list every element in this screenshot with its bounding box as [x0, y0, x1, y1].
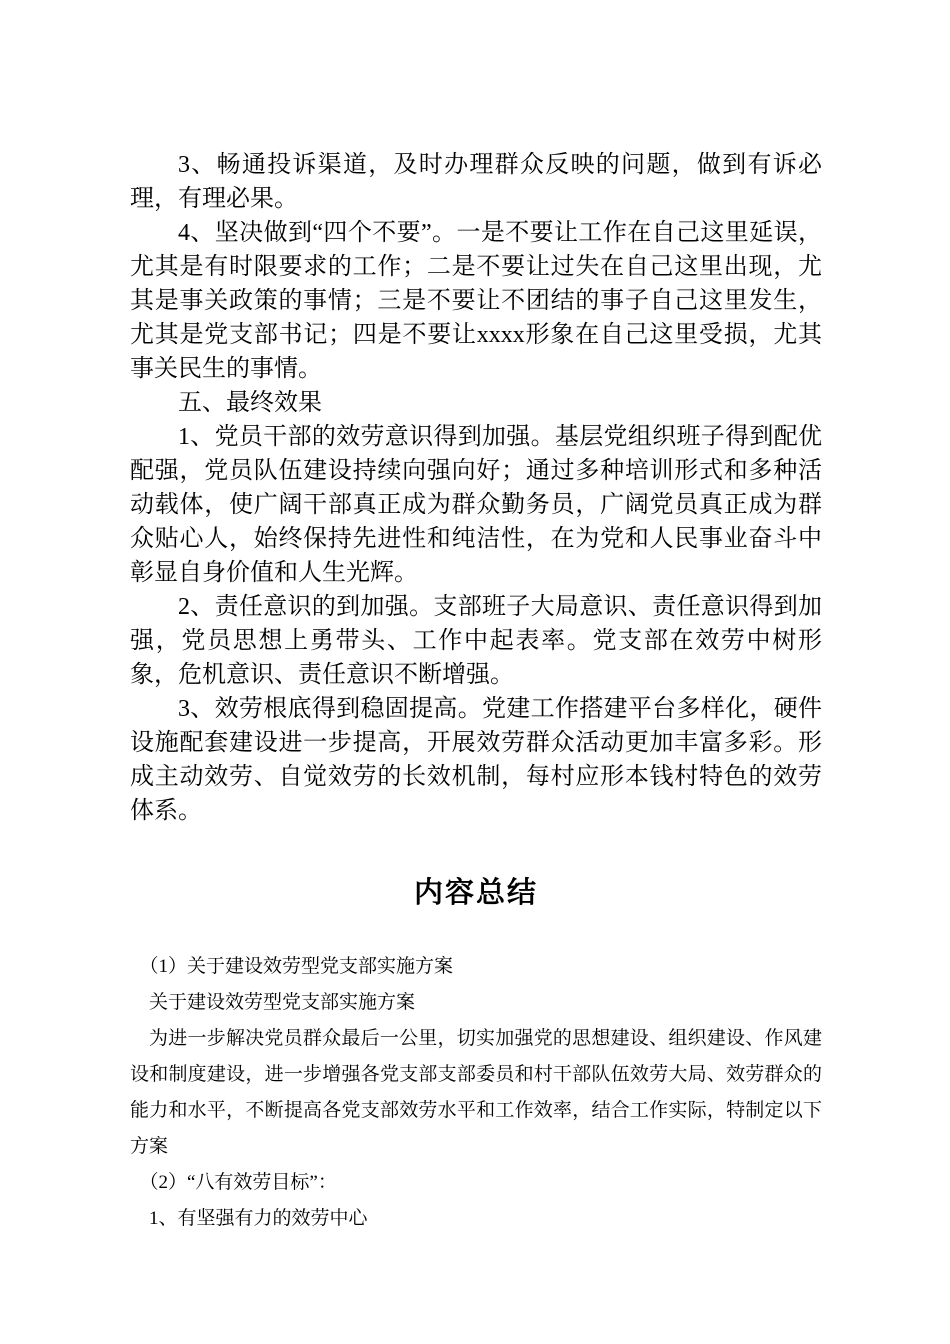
body-paragraph: 4、坚决做到“四个不要”。一是不要让工作在自己这里延误，尤其是有时限要求的工作；二是不要让过失在自己这里出现，尤其是事关政策的事情；三是不要让不团结的事子自己这里发生，尤其是党支部书记；四是不要让xxxx形象在自己这里受损，尤其事关民生的事情。	[130, 220, 822, 382]
body-paragraph: 3、效劳根底得到稳固提高。党建工作搭建平台多样化，硬件设施配套建设进一步提高，开展效劳群众活动更加丰富多彩。形成主动效劳、自觉效劳的长效机制，每村应形本钱村特色的效劳体系。	[130, 696, 822, 824]
summary-section	[130, 949, 822, 1237]
summary-paragraph: （2）“八有效劳目标”：	[139, 1172, 337, 1193]
section-heading-paragraph: 五、最终效果	[178, 390, 322, 416]
summary-paragraph: 关于建设效劳型党支部实施方案	[149, 992, 416, 1013]
body-paragraph: 2、责任意识的到加强。支部班子大局意识、责任意识得到加强，党员思想上勇带头、工作中起表率。党支部在效劳中树形象，危机意识、责任意识不断增强。	[130, 594, 822, 688]
summary-paragraph: 为进一步解决党员群众最后一公里，切实加强党的思想建设、组织建设、作风建设和制度建设，进一步增强各党支部支部委员和村干部队伍效劳大局、效劳群众的能力和水平，不断提高各党支部效劳水平和工作效率，结合工作实际，特制定以下方案	[130, 1028, 822, 1157]
summary-paragraph: （1）关于建设效劳型党支部实施方案	[139, 956, 454, 977]
summary-heading: 内容总结	[413, 877, 538, 909]
body-paragraph: 1、党员干部的效劳意识得到加强。基层党组织班子得到配优配强，党员队伍建设持续向强向好；通过多种培训形式和多种活动载体，使广阔干部真正成为群众勤务员，广阔党员真正成为群众贴心人，始终保持先进性和纯洁性，在为党和人民事业奋斗中彰显自身价值和人生光辉。	[130, 424, 822, 586]
body-section	[130, 148, 822, 828]
summary-paragraph: 1、有坚强有力的效劳中心	[149, 1208, 368, 1229]
body-paragraph: 3、畅通投诉渠道，及时办理群众反映的问题，做到有诉必理，有理必果。	[130, 152, 822, 212]
